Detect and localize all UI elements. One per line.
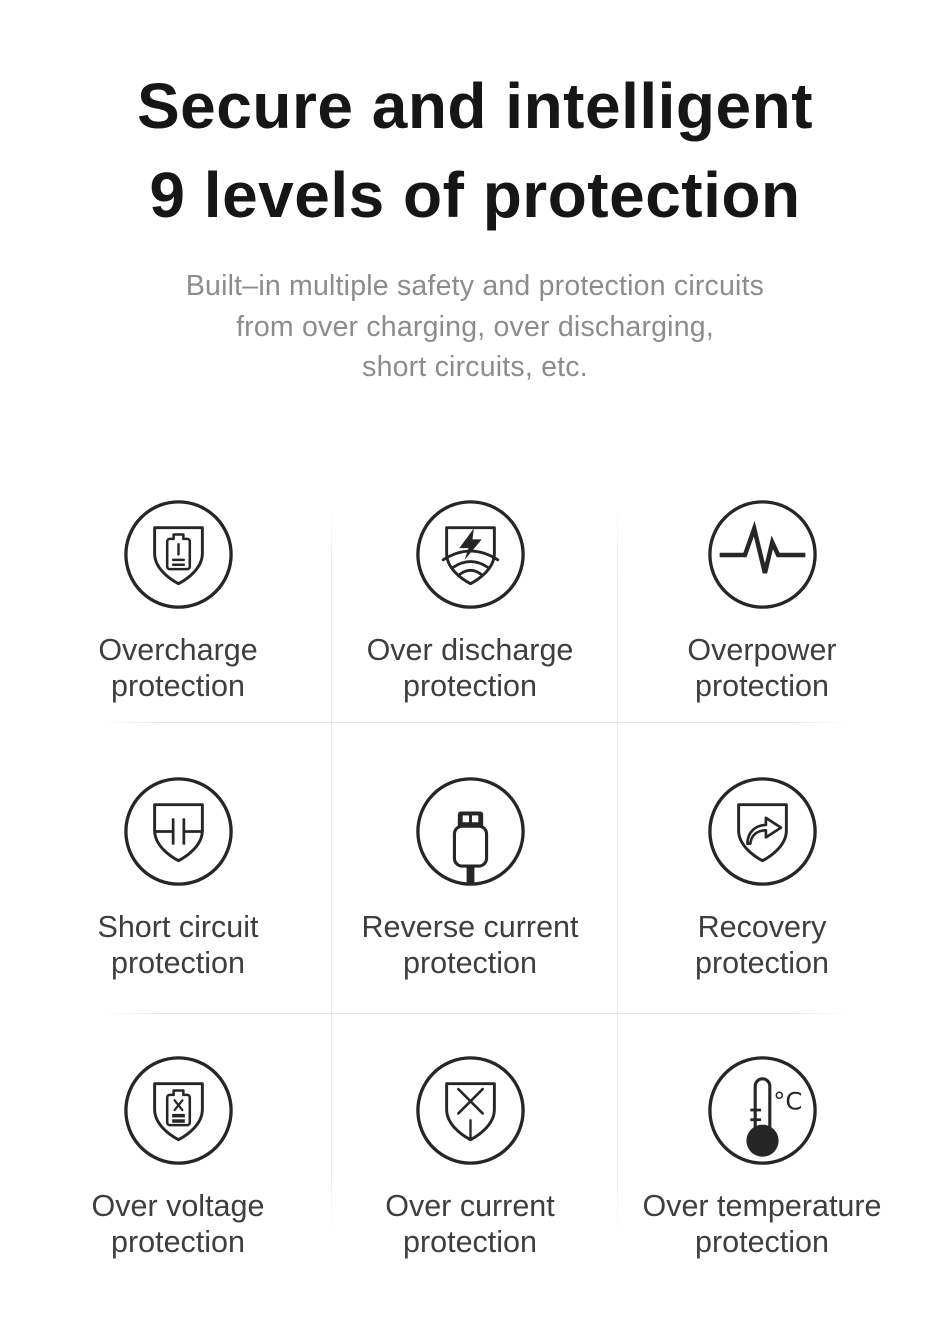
label-line-2: protection [695, 1225, 829, 1259]
protection-label [98, 632, 257, 704]
shield-lightning-waves-icon [414, 498, 527, 611]
label-line-1: Overpower [687, 633, 837, 667]
pulse-wave-icon [706, 498, 819, 611]
shield-x-icon [414, 1054, 527, 1167]
shield-forward-arrow-icon [706, 775, 819, 888]
label-line-1: Over discharge [366, 633, 574, 667]
page-title-line-1: Secure and intelligent [136, 70, 814, 142]
protection-label [385, 1188, 555, 1260]
protection-cell-over-voltage [34, 1054, 322, 1260]
label-line-2: protection [403, 946, 537, 980]
celsius-unit-label: °C [772, 1086, 802, 1116]
shield-battery-charge-icon [122, 498, 235, 611]
protection-label [92, 1188, 265, 1260]
label-line-1: Over voltage [91, 1189, 265, 1223]
protection-label [687, 632, 836, 704]
protection-cell-overpower [618, 498, 906, 704]
protection-cell-over-current [326, 1054, 614, 1260]
label-line-2: protection [111, 669, 245, 703]
label-line-1: Recovery [697, 910, 827, 944]
protection-cell-overcharge [34, 498, 322, 704]
shield-capacitor-icon [122, 775, 235, 888]
subtitle-line-3: short circuits, etc. [362, 351, 588, 383]
grid-horizontal-divider-1 [103, 722, 847, 723]
protection-label [97, 909, 258, 981]
label-line-1: Reverse current [361, 910, 579, 944]
label-line-1: Overcharge [98, 633, 258, 667]
page-title-line-2: 9 levels of protection [149, 159, 801, 231]
protection-label [362, 909, 579, 981]
label-line-2: protection [403, 669, 537, 703]
subtitle-line-2: from over charging, over discharging, [236, 310, 714, 343]
label-line-2: protection [695, 946, 829, 980]
label-line-1: Short circuit [97, 910, 259, 944]
label-line-2: protection [111, 946, 245, 980]
shield-battery-x-icon [122, 1054, 235, 1167]
protection-label [642, 1188, 881, 1260]
protection-label [367, 632, 574, 704]
label-line-1: Over temperature [642, 1189, 882, 1223]
subtitle-line-1: Built–in multiple safety and protection circuits [185, 270, 765, 302]
protection-label [695, 909, 829, 981]
protection-cell-short-circuit [34, 775, 322, 981]
grid-horizontal-divider-2 [103, 1013, 847, 1014]
label-line-2: protection [111, 1225, 245, 1259]
usb-plug-icon [414, 775, 527, 888]
protection-cell-over-discharge [326, 498, 614, 704]
label-line-1: Over current [385, 1189, 555, 1223]
page-title [0, 62, 950, 240]
thermometer-icon [706, 1054, 819, 1167]
protection-cell-over-temperature [618, 1054, 906, 1260]
protection-cell-recovery [618, 775, 906, 981]
label-line-2: protection [403, 1225, 537, 1259]
page-subtitle [0, 266, 950, 388]
protection-cell-reverse-current [326, 775, 614, 981]
label-line-2: protection [695, 669, 829, 703]
